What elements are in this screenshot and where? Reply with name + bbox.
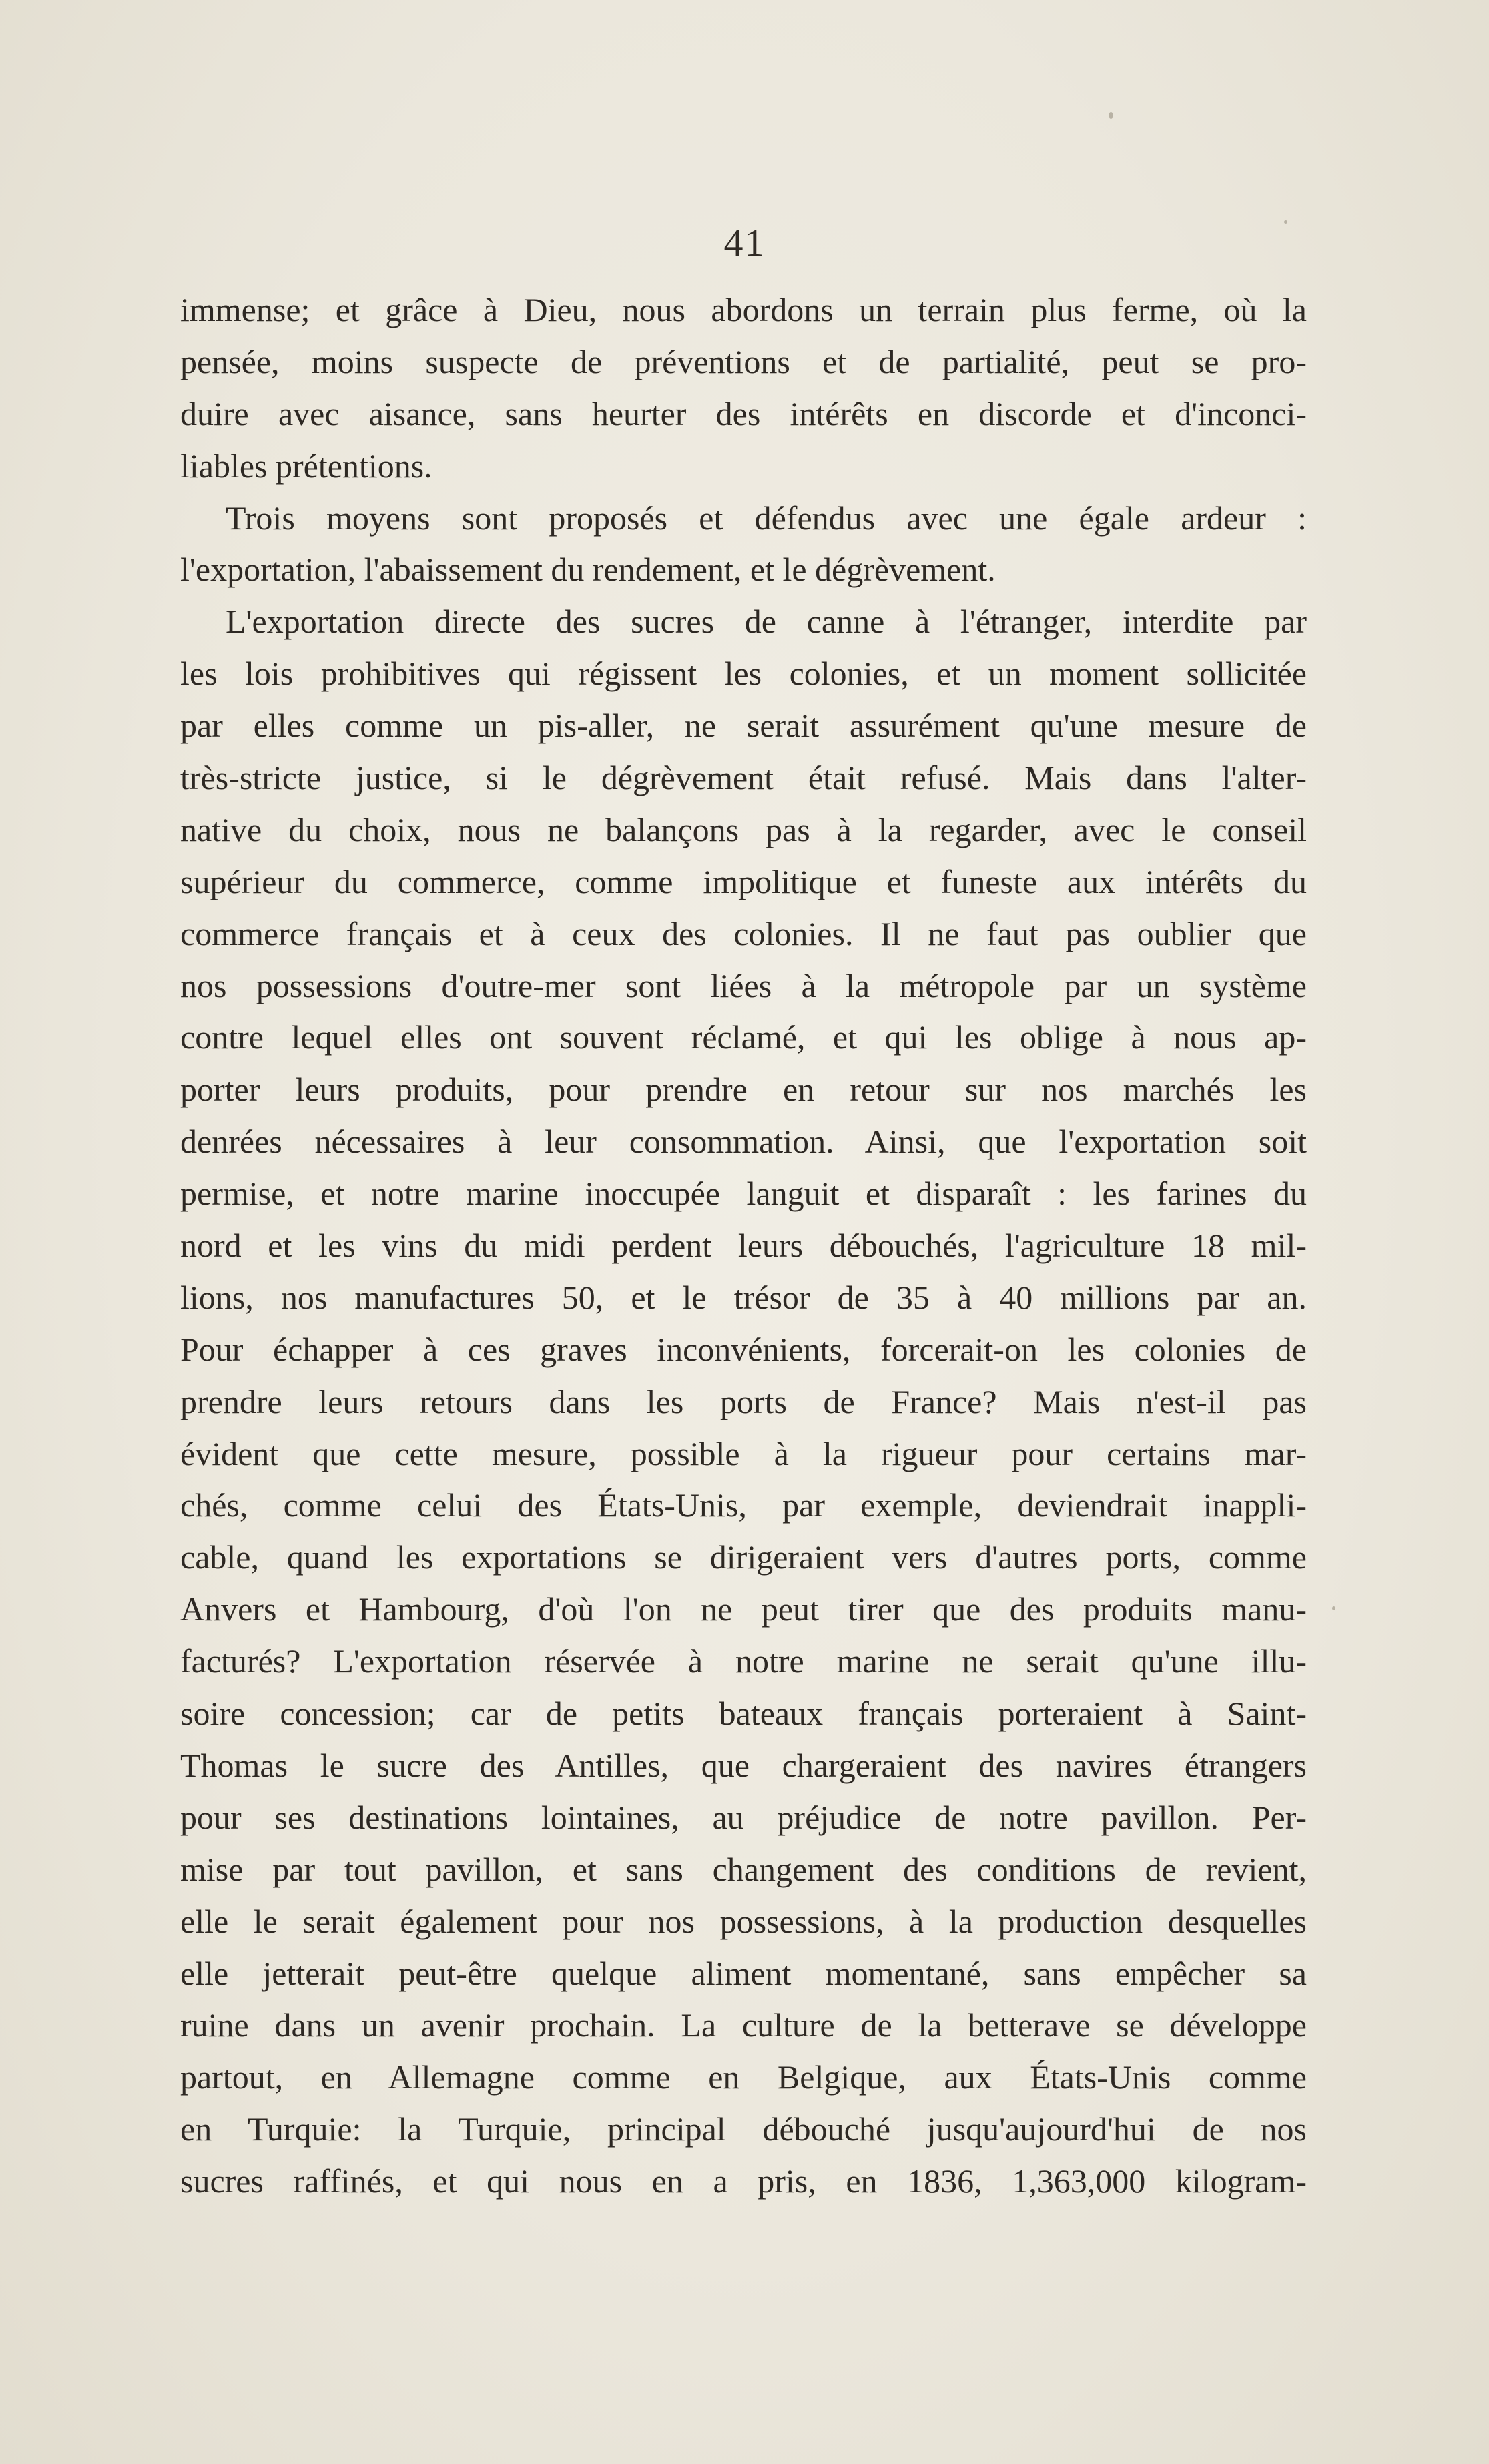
- paragraph-start-line: L'exportation directe des sucres de canne à l'étranger, interdite par: [226, 603, 1307, 641]
- text-line: elle le serait également pour nos possessions, à la production desquelles: [180, 1902, 1307, 1940]
- text-line: sucres raffinés, et qui nous en a pris, en 1836, 1,363,000 kilogram-: [180, 2162, 1307, 2200]
- text-line: ruine dans un avenir prochain. La culture de la betterave se développe: [180, 2006, 1307, 2044]
- text-line: par elles comme un pis-aller, ne serait assurément qu'une mesure de: [180, 707, 1307, 745]
- text-line: contre lequel elles ont souvent réclamé, et qui les oblige à nous ap-: [180, 1018, 1307, 1056]
- text-line: partout, en Allemagne comme en Belgique, aux États-Unis comme: [180, 2058, 1307, 2096]
- text-line: porter leurs produits, pour prendre en retour sur nos marchés les: [180, 1070, 1307, 1109]
- text-line: liables prétentions.: [180, 446, 432, 485]
- text-line: nord et les vins du midi perdent leurs débouchés, l'agriculture 18 mil-: [180, 1227, 1307, 1265]
- page-number: 41: [723, 221, 766, 264]
- text-line: cable, quand les exportations se dirigeraient vers d'autres ports, comme: [180, 1538, 1307, 1576]
- text-line: permise, et notre marine inoccupée languit et disparaît : les farines du: [180, 1175, 1307, 1213]
- text-line: lions, nos manufactures 50, et le trésor de 35 à 40 millions par an.: [180, 1278, 1307, 1316]
- text-line: évident que cette mesure, possible à la rigueur pour certains mar-: [180, 1434, 1307, 1472]
- text-line: soire concession; car de petits bateaux français porteraient à Saint-: [180, 1695, 1307, 1733]
- paragraph-start-line: Trois moyens sont proposés et défendus avec une égale ardeur :: [226, 499, 1307, 537]
- paper-speck: [1284, 220, 1287, 224]
- text-line: l'exportation, l'abaissement du rendement, et le dégrèvement.: [180, 551, 996, 589]
- text-line: denrées nécessaires à leur consommation. Ainsi, que l'exportation soit: [180, 1123, 1307, 1161]
- text-line: pensée, moins suspecte de préventions et de partialité, peut se pro-: [180, 342, 1307, 380]
- text-line: chés, comme celui des États-Unis, par exemple, deviendrait inappli-: [180, 1486, 1307, 1524]
- text-line: native du choix, nous ne balançons pas à la regarder, avec le conseil: [180, 810, 1307, 848]
- text-line: nos possessions d'outre-mer sont liées à la métropole par un système: [180, 966, 1307, 1004]
- text-line: mise par tout pavillon, et sans changement des conditions de revient,: [180, 1850, 1307, 1888]
- body-text: [180, 284, 1307, 2208]
- text-line: elle jetterait peut-être quelque aliment momentané, sans empêcher sa: [180, 1954, 1307, 1992]
- text-line: Thomas le sucre des Antilles, que chargeraient des navires étrangers: [180, 1746, 1307, 1784]
- text-line: Anvers et Hambourg, d'où l'on ne peut tirer que des produits manu-: [180, 1590, 1307, 1628]
- text-line: facturés? L'exportation réservée à notre marine ne serait qu'une illu-: [180, 1642, 1307, 1680]
- text-line: pour ses destinations lointaines, au préjudice de notre pavillon. Per-: [180, 1798, 1307, 1836]
- text-line: prendre leurs retours dans les ports de France? Mais n'est-il pas: [180, 1382, 1307, 1420]
- text-line: très-stricte justice, si le dégrèvement était refusé. Mais dans l'alter-: [180, 759, 1307, 797]
- text-line: immense; et grâce à Dieu, nous abordons un terrain plus ferme, où la: [180, 291, 1307, 328]
- text-line: Pour échapper à ces graves inconvénients, forcerait-on les colonies de: [180, 1330, 1307, 1368]
- text-line: commerce français et à ceux des colonies. Il ne faut pas oublier que: [180, 914, 1307, 952]
- text-line: duire avec aisance, sans heurter des intérêts en discorde et d'inconci-: [180, 394, 1307, 432]
- text-line: en Turquie: la Turquie, principal débouché jusqu'aujourd'hui de nos: [180, 2110, 1307, 2148]
- paper-speck: [1332, 1606, 1335, 1610]
- text-line: supérieur du commerce, comme impolitique et funeste aux intérêts du: [180, 862, 1307, 900]
- text-line: les lois prohibitives qui régissent les colonies, et un moment sollicitée: [180, 655, 1307, 693]
- paper-speck: [1109, 112, 1113, 119]
